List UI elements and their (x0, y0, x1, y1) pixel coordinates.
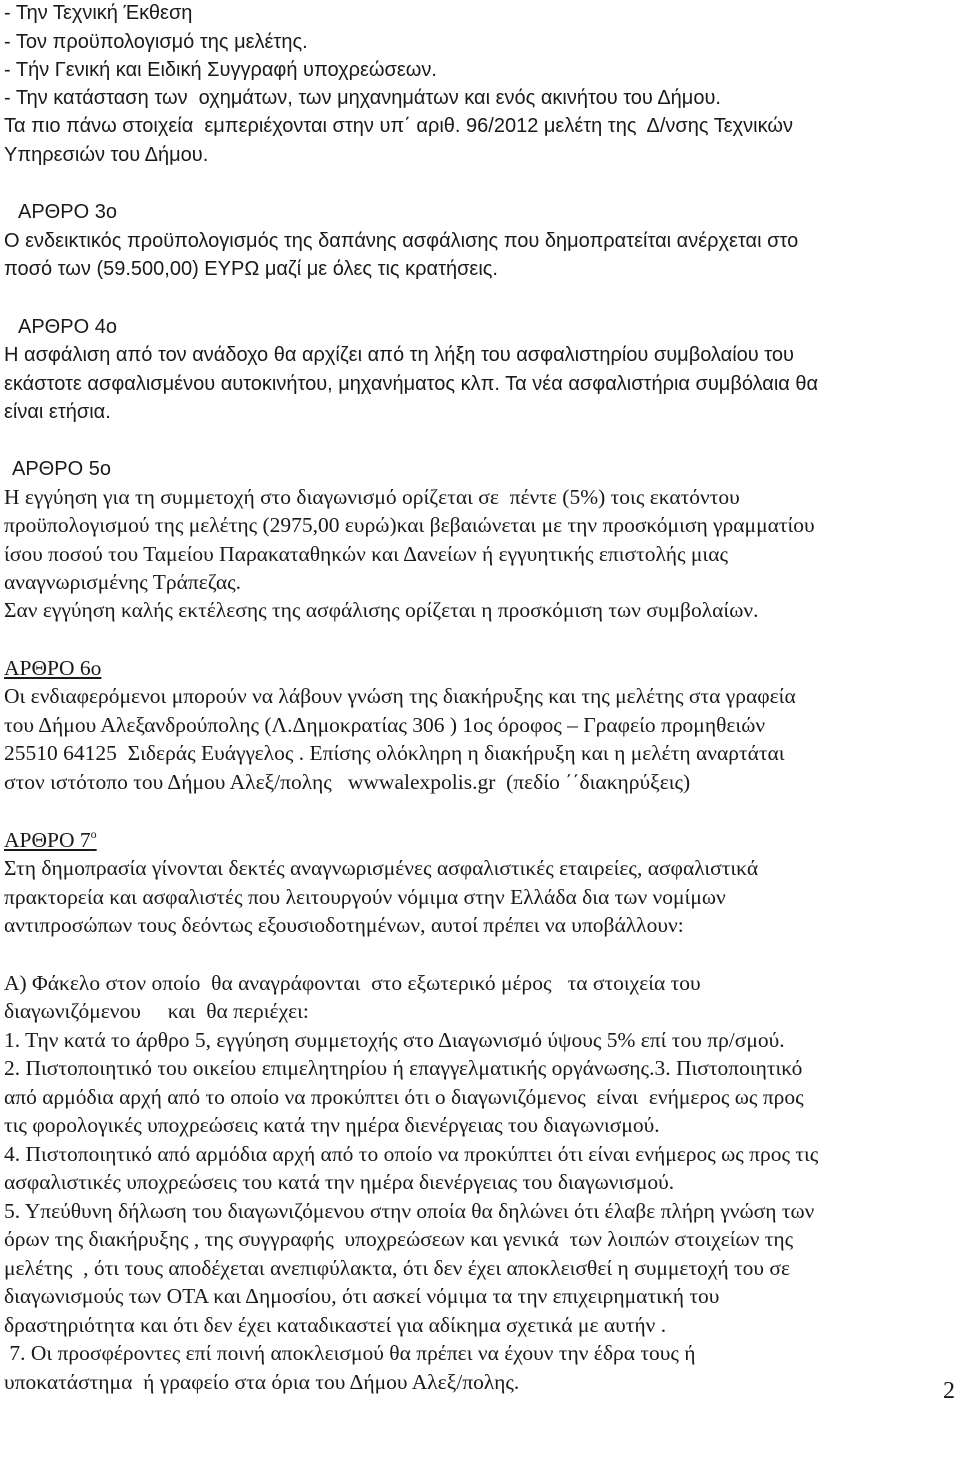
article-7-line: υποκατάστημα ή γραφείο στα όρια του Δήμου Αλεξ/πολης. (4, 1370, 520, 1394)
article-7-line: 5. Υπεύθυνη δήλωση του διαγωνιζόμενου στην οποία θα δηλώνει ότι έλαβε πλήρη γνώση των (4, 1199, 815, 1223)
article-6-heading: ΑΡΘΡΟ 6ο (4, 656, 102, 680)
intro-line: - Τήν Γενική και Ειδική Συγγραφή υποχρεώσεων. (4, 59, 437, 81)
article-3-heading: ΑΡΘΡΟ 3ο (18, 201, 117, 223)
article-6-line: 25510 64125 Σιδεράς Ευάγγελος . Επίσης ολόκληρη η διακήρυξη και η μελέτη αναρτάται (4, 741, 785, 765)
intro-line: - Την Τεχνική Έκθεση (4, 2, 193, 24)
article-7-line: τις φορολογικές υποχρεώσεις κατά την ημέρα διενέργειας του διαγωνισμού. (4, 1113, 660, 1137)
page-number: 2 (943, 1378, 955, 1404)
article-5-line: Σαν εγγύηση καλής εκτέλεσης της ασφάλισης ορίζεται η προσκόμιση των συμβολαίων. (4, 598, 759, 622)
article-7-line: πρακτορεία και ασφαλιστές που λειτουργούν νόμιμα στην Ελλάδα δια των νομίμων (4, 885, 726, 909)
article-7-line: 4. Πιστοποιητικό από αρμόδια αρχή από το οποίο να προκύπτει ότι είναι ενήμερος ως προς τις (4, 1142, 819, 1166)
article-5-heading: ΑΡΘΡΟ 5ο (12, 458, 111, 480)
article-5-line: ίσου ποσού του Ταμείου Παρακαταθηκών και Δανείων ή εγγυητικής επιστολής μιας (4, 542, 728, 566)
article-7-line: 1. Την κατά το άρθρο 5, εγγύηση συμμετοχής στο Διαγωνισμό ύψους 5% επί του πρ/σμού. (4, 1028, 785, 1052)
article-5-line: προϋπολογισμού της μελέτης (2975,00 ευρώ)και βεβαιώνεται με την προσκόμιση γραμματίου (4, 513, 815, 537)
article-4-line: είναι ετήσια. (4, 401, 111, 423)
article-7-line: ασφαλιστικές υποχρεώσεις του κατά την ημέρα διενέργειας του διαγωνισμού. (4, 1170, 675, 1194)
article-6-line: στον ιστότοπο του Δήμου Αλεξ/πολης wwwalexpolis.gr (πεδίο ΄΄διακηρύξεις) (4, 770, 691, 794)
article-7-line: από αρμόδια αρχή από το οποίο να προκύπτει ότι ο διαγωνιζόμενος είναι ενήμερος ως προς (4, 1085, 804, 1109)
article-6-line: του Δήμου Αλεξανδρούπολης (Λ.Δημοκρατίας 306 ) 1ος όροφος – Γραφείο προμηθειών (4, 713, 766, 737)
intro-line: Τα πιο πάνω στοιχεία εμπεριέχονται στην υπ΄ αριθ. 96/2012 μελέτη της Δ/νσης Τεχνικών (4, 115, 793, 137)
article-5-line: Η εγγύηση για τη συμμετοχή στο διαγωνισμό ορίζεται σε πέντε (5%) τοις εκατόντου (4, 485, 740, 509)
article-7-line: Α) Φάκελο στον οποίο θα αναγράφονται στο εξωτερικό μέρος τα στοιχεία του (4, 971, 701, 995)
article-6-line: Οι ενδιαφερόμενοι μπορούν να λάβουν γνώση της διακήρυξης και της μελέτης στα γραφεία (4, 684, 796, 708)
article-7-line: αντιπροσώπων τους δεόντως εξουσιοδοτημένων, αυτοί πρέπει να υποβάλλουν: (4, 913, 684, 937)
article-7-heading-sup: ο (90, 827, 97, 841)
article-7-line: δραστηριότητα και ότι δεν έχει καταδικαστεί για αδίκημα σχετικά με αυτήν . (4, 1313, 667, 1337)
article-4-line: Η ασφάλιση από τον ανάδοχο θα αρχίζει από τη λήξη του ασφαλιστηρίου συμβολαίου του (4, 344, 794, 366)
article-7-line: 2. Πιστοποιητικό του οικείου επιμελητηρίου ή επαγγελματικής οργάνωσης.3. Πιστοποιητικό (4, 1056, 803, 1080)
intro-line: - Την κατάσταση των οχημάτων, των μηχανημάτων και ενός ακινήτου του Δήμου. (4, 87, 721, 109)
article-3-line: Ο ενδεικτικός προϋπολογισμός της δαπάνης ασφάλισης που δημοπρατείται ανέρχεται στο (4, 230, 799, 252)
intro-line: Υπηρεσιών του Δήμου. (4, 144, 209, 166)
intro-line: - Τον προϋπολογισμό της μελέτης. (4, 31, 308, 53)
article-7-line: μελέτης , ότι τους αποδέχεται ανεπιφύλακτα, ότι δεν έχει αποκλεισθεί η συμμετοχή του σε (4, 1256, 791, 1280)
article-4-heading: ΑΡΘΡΟ 4ο (18, 316, 117, 338)
article-7-heading-text: ΑΡΘΡΟ 7 (4, 828, 91, 852)
article-3-line: ποσό των (59.500,00) ΕΥΡΩ μαζί με όλες τις κρατήσεις. (4, 258, 498, 280)
article-5-line: αναγνωρισμένης Τράπεζας. (4, 570, 242, 594)
article-7-line: 7. Οι προσφέροντες επί ποινή αποκλεισμού θα πρέπει να έχουν την έδρα τους ή (4, 1341, 696, 1365)
article-7-line: Στη δημοπρασία γίνονται δεκτές αναγνωρισμένες ασφαλιστικές εταιρείες, ασφαλιστικά (4, 856, 759, 880)
article-7-line: όρων της διακήρυξης , της συγγραφής υποχρεώσεων και γενικά των λοιπών στοιχείων της (4, 1227, 794, 1251)
article-4-line: εκάστοτε ασφαλισμένου αυτοκινήτου, μηχανήματος κλπ. Τα νέα ασφαλιστήρια συμβόλαια θα (4, 373, 819, 395)
article-7-line: διαγωνιζόμενου και θα περιέχει: (4, 999, 309, 1023)
article-7-heading (4, 827, 97, 852)
article-7-line: διαγωνισμούς των ΟΤΑ και Δημοσίου, ότι ασκεί νόμιμα τα την επιχειρηματική του (4, 1284, 720, 1308)
